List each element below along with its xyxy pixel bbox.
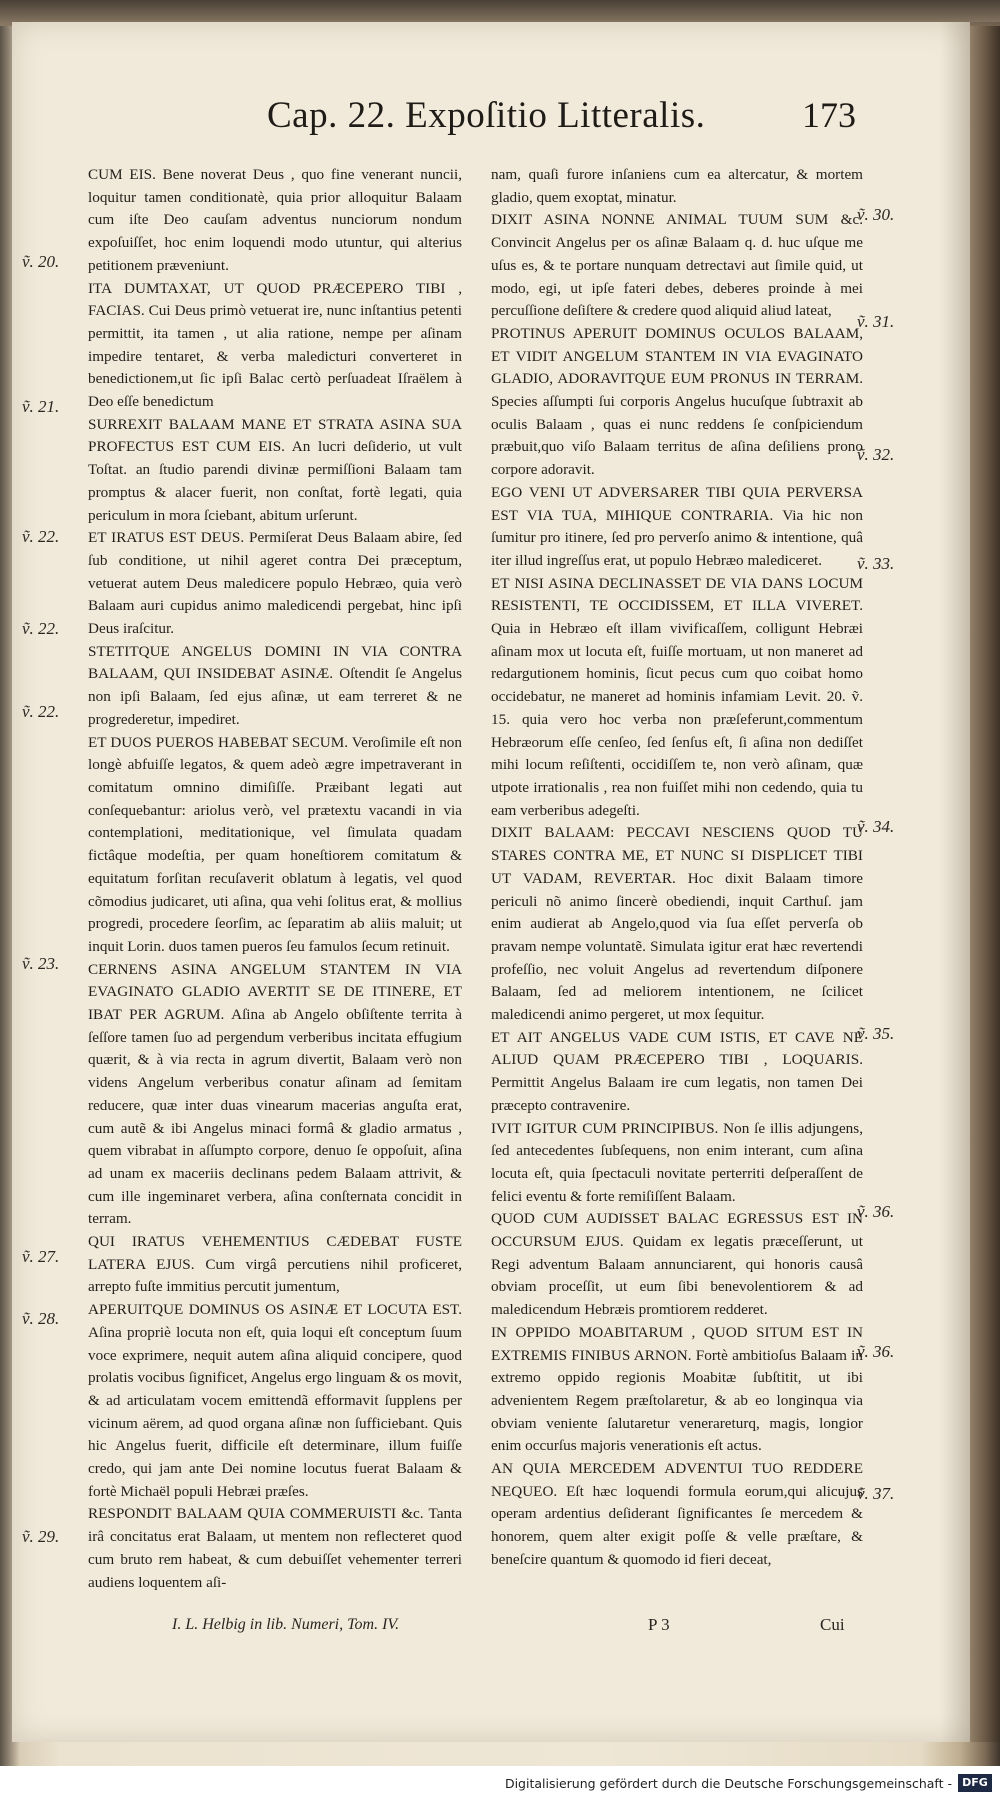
verse-mark: ṽ. 27. <box>22 1247 60 1266</box>
paragraph: IVIT IGITUR CUM PRINCIPIBUS. Non ſe illis adjungens, ſed antecedentes ſubſequens, non enim interant, cum aſina locuta eſt, quia ſpectaculi novitate perterriti deſperaſſent de felici eventu & forte remiſiſſent Balaam. <box>491 1119 863 1205</box>
verse-mark: ṽ. 22. <box>22 702 60 721</box>
right-column <box>491 164 863 1572</box>
paragraph: ITA DUMTAXAT, UT QUOD PRÆCEPERO TIBI , FACIAS. Cui Deus primò vetuerat ire, nunc inſtantius petenti permittit, ita tamen , ut alia ratione, nempe per aſinam impedire tentaret, & verba maledicturi converteret in benedictionem,ut ſic ipſi Balac certò perſuadeat Iſraëlem à Deo eſſe benedictum <box>88 279 462 411</box>
paragraph: CERNENS ASINA ANGELUM STANTEM IN VIA EVAGINATO GLADIO AVERTIT SE DE ITINERE, ET IBAT PER AGRUM. Aſina ab Angelo obſiſtente territa à ſeſſore tamen ſuo ad pergendum verberibus incitata effugium quærit, & à via recta in agrum divertit, Balaam verò non videns Angelum verberibus conatur aſinam ad ſemitam reducere, quæ inter duas vinearum macerias anguſta erat, cum autẽ & ibi Angelus minaci formâ & gladio armatus , quem vibrabat in aſſumpto corpore, denuo ſe oppoſuit, aſina ad unam ex maceriis declinans pedem Balaam attrivit, & cum ille ingeminaret verbera, aſina conſternata concidit in terram. <box>88 960 462 1228</box>
verse-mark: ṽ. 22. <box>22 527 60 546</box>
footer-note: I. L. Helbig in lib. Numeri, Tom. IV. <box>172 1616 400 1633</box>
paragraph: STETITQUE ANGELUS DOMINI IN VIA CONTRA BALAAM, QUI INSIDEBAT ASINÆ. Oſtendit ſe Angelus non ipſi Balaam, ſed ejus aſinæ, ut eam terreret & ne progrederetur, impediret. <box>88 642 462 728</box>
paragraph: ET DUOS PUEROS HABEBAT SECUM. Veroſimile eſt non longè abfuiſſe legatos, & quem adeò ægre impetraverant in comitatum omnino dimiſiſſe. Præibant legati aut conſequebantur: ariolus verò, vel prætextu vacandi in via contemplationi, meditationique, vel ſimulata quadam fictâque modeſtia, per quam honeſtiorem comitatum & equitatum forſitan recuſaverit oblatum à legatis, vel quod cõmodius judicaret, uti aſina, qua vehi ſolitus erat, & mollius progredi, procedere ſeorſim, ac ſeparatim ab aliis maluit; ut inquit Lorin. duos tamen pueros ſeu famulos ſecum retinuit. <box>88 733 462 955</box>
paragraph: DIXIT BALAAM: PECCAVI NESCIENS QUOD TU STARES CONTRA ME, ET NUNC SI DISPLICET TIBI UT VADAM, REVERTAR. Hoc dixit Balaam timore periculi nõ animo ſincerè obediendi, inquit Carthuſ. jam enim audierat ab Angelo,quod via ſua eſſet perverſa ob pravam nempe voluntatẽ. Simulata igitur erat hæc revertendi profeſſio, nec voluit Angelus ad revertendum diſponere Balaam, ſed ad meliorem intentionem, ne ſcilicet maledicendi animo pergeret, ut mox ſequitur. <box>491 824 863 1024</box>
verse-mark: ṽ. 36. <box>857 1202 895 1221</box>
paragraph: ET AIT ANGELUS VADE CUM ISTIS, ET CAVE NE ALIUD QUAM PRÆCEPERO TIBI , LOQUARIS. Permittit Angelus Balaam ire cum legatis, non tamen Dei præcepto contravenire. <box>491 1028 863 1114</box>
paragraph: SURREXIT BALAAM MANE ET STRATA ASINA SUA PROFECTUS EST CUM EIS. An lucri deſiderio, ut vult Toſtat. an ſtudio parendi divinæ permiſſioni Balaam tam promptus & alacer fuerit, non conſtat, fortè legati, quia periculum in mora ſciebant, abitum urſerunt. <box>88 415 462 524</box>
verse-mark: ṽ. 33. <box>857 554 895 573</box>
paragraph: RESPONDIT BALAAM QUIA COMMERUISTI &c. Tanta irâ concitatus erat Balaam, ut mentem non reflecteret quod cum bruto rem habeat, & cum debuiſſet vehementer terreri audiens loquentem aſi- <box>88 1505 462 1591</box>
verse-mark: ṽ. 34. <box>857 817 895 836</box>
verse-mark: ṽ. 31. <box>857 312 895 331</box>
paragraph: AN QUIA MERCEDEM ADVENTUI TUO REDDERE NEQUEO. Eſt hæc loquendi formula eorum,qui alicujus operam ardentius deſiderant ſignificantes ſe mercedem & honorem, quem alter exigit poſſe & velle præſtare, & beneſcire quantum & quomodo id fieri deceat, <box>491 1460 863 1568</box>
verse-mark: ṽ. 29. <box>22 1527 60 1546</box>
paragraph: APERUITQUE DOMINUS OS ASINÆ ET LOCUTA EST. Aſina propriè locuta non eſt, quia loqui eſt conceptum ſuum voce exprimere, nequit autem aſina aliquid concipere, quod prolatis vocibus ſignificet, Angelus ergo linguam & os movit, & ad articulatam vocem emittendã efformavit ſupplens per vicinum aërem, ad quod organa aſinæ non ſufficiebant. Quis hic Angelus fuerit, difficile eſt determinare, illum fuiſſe credo, qui jam ante Dei nomine locutus fuerat Balaam & fortè Michaël populi Hebræi præſes. <box>88 1301 462 1500</box>
paragraph: ET IRATUS EST DEUS. Permiſerat Deus Balaam abire, ſed ſub conditione, ut nihil ageret contra Dei præceptum, vetuerat autem Deus maledicere populo Hebræo, quia verò Balaam auri cupidus animo maledicendi pergebat, hinc ipſi Deus iraſcitur. <box>88 529 462 638</box>
paragraph: PROTINUS APERUIT DOMINUS OCULOS BALAAM, ET VIDIT ANGELUM STANTEM IN VIA EVAGINATO GLADIO, ADORAVITQUE EUM PRONUS IN TERRAM. Species aſſumpti ſui corporis Angelus hucuſque ſubtraxit ab oculis Balaam , quas ei nunc reddens ſe conſpiciendum præbuit,quo viſo Balaam territus de aſina deſiliens prono corpore adoravit. <box>491 324 863 479</box>
paragraph: DIXIT ASINA NONNE ANIMAL TUUM SUM &c. Convincit Angelus per os aſinæ Balaam q. d. huc uſque me uſus es, & te portare nunquam detrectavi aut ſimile quid, ut modo, egi, ut ipſe fateri debes, deberes proinde à mei percuſſione deſiſtere & credere quod aliquid aliud lateat, <box>491 211 863 320</box>
paragraph: nam, quaſi furore inſaniens cum ea altercatur, & mortem gladio, quem exoptat, minatur. <box>491 166 863 206</box>
verse-mark: ṽ. 32. <box>857 445 895 464</box>
credit-text: Digitalisierung gefördert durch die Deutsche Forschungsgemeinschaft - <box>504 1776 952 1791</box>
verse-mark: ṽ. 22. <box>22 619 60 638</box>
paragraph: QUI IRATUS VEHEMENTIUS CÆDEBAT FUSTE LATERA EJUS. Cum virgâ percutiens nihil proficeret, arrepto fuſte immitius percutit jumentum, <box>88 1233 462 1296</box>
verse-mark: ṽ. 23. <box>22 954 60 973</box>
verse-mark: ṽ. 35. <box>857 1024 895 1043</box>
page-header <box>12 94 970 154</box>
page-number: 173 <box>802 95 856 135</box>
paragraph: ET NISI ASINA DECLINASSET DE VIA DANS LOCUM RESISTENTI, TE OCCIDISSEM, ET ILLA VIVERET. Quia in Hebræo eſt illam vivificaſſem, colligunt Hebræi aſinam mox ut locuta eſt, fuiſſe mortuam, ut non maneret ad redargutionem hominis, ſicut pecus cum quo coibat homo occidebatur, ne maneret ad hominis infamiam Levit. 20. ṽ. 15. quia vero hoc verba non præſeferunt,commentum Hebræorum eſſe cenſeo, ſed ſenſus eſt, ſi aſina non dediſſet mihi locum reſiſtenti, occidiſſem te, non verò aſinam, quæ utpote irrationalis , rea non fuiſſet mihi non cedendo, quia tu eam verberibus adegeſti. <box>491 574 863 819</box>
verse-mark: ṽ. 20. <box>22 252 60 271</box>
book-page <box>12 22 970 1742</box>
paragraph: QUOD CUM AUDISSET BALAC EGRESSUS EST IN OCCURSUM EJUS. Quidam ex legatis præceſſerunt, ut Regi adventum Balaam annunciarent, qui honoris causâ obviam proceſſit, ut eum ſibi benevolentiorem & ad maledicendum Hebræis promtiorem redderet. <box>491 1210 863 1319</box>
verse-mark: ṽ. 36. <box>857 1342 895 1361</box>
page-edge-shadow <box>940 22 1000 1742</box>
verse-mark: ṽ. 21. <box>22 397 60 416</box>
dfg-logo: DFG <box>958 1774 992 1792</box>
paragraph: EGO VENI UT ADVERSARER TIBI QUIA PERVERSA EST VIA TUA, MIHIQUE CONTRARIA. Via hic non ſumitur pro itinere, ſed pro perverſo animo & intentione, quâ iter illud ingreſſus erat, ut populo Hebræo malediceret. <box>491 483 863 569</box>
verse-mark: ṽ. 30. <box>857 205 895 224</box>
signature-mark: P 3 <box>648 1615 670 1634</box>
catchword: Cui <box>820 1615 845 1634</box>
paragraph: CUM EIS. Bene noverat Deus , quo fine venerant nuncii, loquitur tamen conditionatè, quia prior alloquitur Balaam cum iſte Deo cauſam adventus nunciorum nondum expoſuiſſet, hoc enim loquendi modo utuntur, qui alterius petitionem præveniunt. <box>88 166 462 274</box>
left-column <box>88 164 462 1594</box>
verse-mark: ṽ. 28. <box>22 1309 60 1328</box>
paragraph: IN OPPIDO MOABITARUM , QUOD SITUM EST IN EXTREMIS FINIBUS ARNON. Fortè ambitioſus Balaam in extremo oppido regionis Moabitæ ſubſtitit, ut ibi advenientem Regem præſtolaretur, & ab eo longinqua via obviam veniente ſalutaretur venerareturq, magis, longior enim occurſus majoris venerationis eſt actus. <box>491 1323 863 1455</box>
verse-mark: ṽ. 37. <box>857 1484 895 1503</box>
running-title: Cap. 22. Expoſitio Litteralis. <box>267 95 706 136</box>
